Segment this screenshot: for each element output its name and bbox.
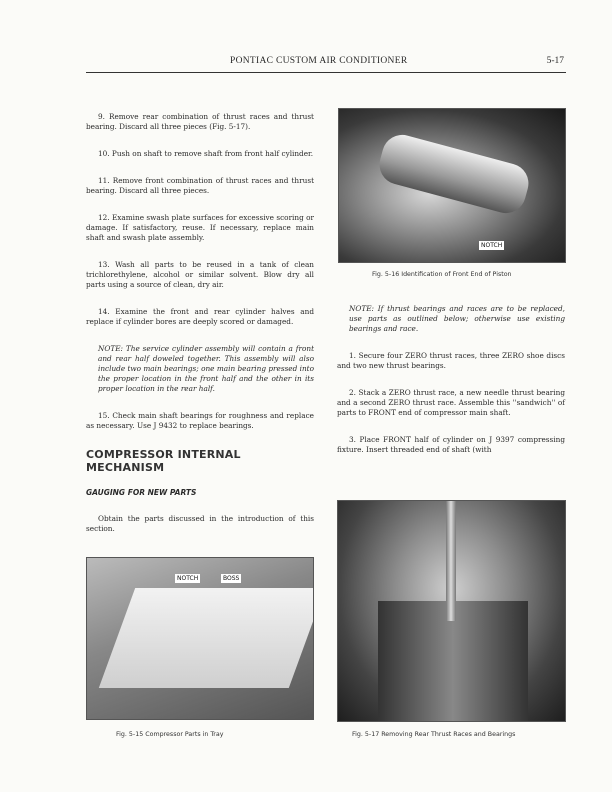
- subsection-heading: GAUGING FOR NEW PARTS: [86, 488, 197, 497]
- fig-5-16-photo: [338, 108, 566, 263]
- piston-image: [375, 130, 533, 217]
- step-12: 12. Examine swash plate surfaces for excessive scoring or damage. If satisfactory, reuse. If necessary, replace main shaft and swash plate assembly.: [86, 213, 314, 242]
- fig-5-17-caption: Fig. 5-17 Removing Rear Thrust Races and Bearings: [352, 731, 516, 738]
- step-13: 13. Wash all parts to be reused in a tank of clean trichlorethylene, alcohol or similar solvent. Blow dry all parts using a source of clean, dry air.: [86, 260, 314, 289]
- header-title: PONTIAC CUSTOM AIR CONDITIONER: [230, 56, 408, 66]
- section-heading: COMPRESSOR INTERNAL MECHANISM: [86, 448, 241, 474]
- left-column: [86, 112, 314, 551]
- notch-label: NOTCH: [177, 575, 199, 582]
- notch-label: NOTCH: [481, 242, 503, 249]
- parts-tray-image: [99, 588, 314, 688]
- step-10: 10. Push on shaft to remove shaft from front half cylinder.: [98, 149, 314, 158]
- step-11: 11. Remove front combination of thrust races and thrust bearing. Discard all three pieces.: [86, 176, 314, 195]
- note-service-cylinder: NOTE: The service cylinder assembly will contain a front and rear half doweled together. This assembly will also include two main bearings; one main bearing pressed into the proper location in the front half and the other in its proper location in the rear half.: [98, 344, 314, 393]
- step-2: 2. Stack a ZERO thrust race, a new needle thrust bearing and a second ZERO thrust race. Assemble this ''sandwich'' of parts to FRONT end of compressor main shaft.: [337, 388, 565, 417]
- step-3: 3. Place FRONT half of cylinder on J 9397 compressing fixture. Insert threaded end of shaft (with: [337, 435, 565, 454]
- page-number: 5-17: [546, 56, 564, 66]
- fig-5-15-photo: [86, 557, 314, 720]
- page-header: [86, 56, 566, 73]
- fig-5-15-caption: Fig. 5-15 Compressor Parts in Tray: [116, 731, 224, 738]
- fig-5-17-photo: [337, 500, 566, 722]
- step-1: 1. Secure four ZERO thrust races, three ZERO shoe discs and two new thrust bearings.: [337, 351, 565, 370]
- note-thrust-bearings: NOTE: If thrust bearings and races are to be replaced, use parts as outlined below; otherwise use existing bearings and race.: [349, 304, 565, 333]
- step-9: 9. Remove rear combination of thrust races and thrust bearing. Discard all three pieces (Fig. 5-17).: [86, 112, 314, 131]
- intro-paragraph: Obtain the parts discussed in the introduction of this section.: [86, 514, 314, 533]
- right-column: [337, 304, 565, 472]
- boss-label: BOSS: [223, 575, 240, 582]
- shaft-image: [446, 501, 456, 621]
- fig-5-16-caption: Fig. 5-16 Identification of Front End of Piston: [372, 271, 512, 278]
- step-14: 14. Examine the front and rear cylinder halves and replace if cylinder bores are deeply scored or damaged.: [86, 307, 314, 326]
- step-15: 15. Check main shaft bearings for roughness and replace as necessary. Use J 9432 to replace bearings.: [86, 411, 314, 430]
